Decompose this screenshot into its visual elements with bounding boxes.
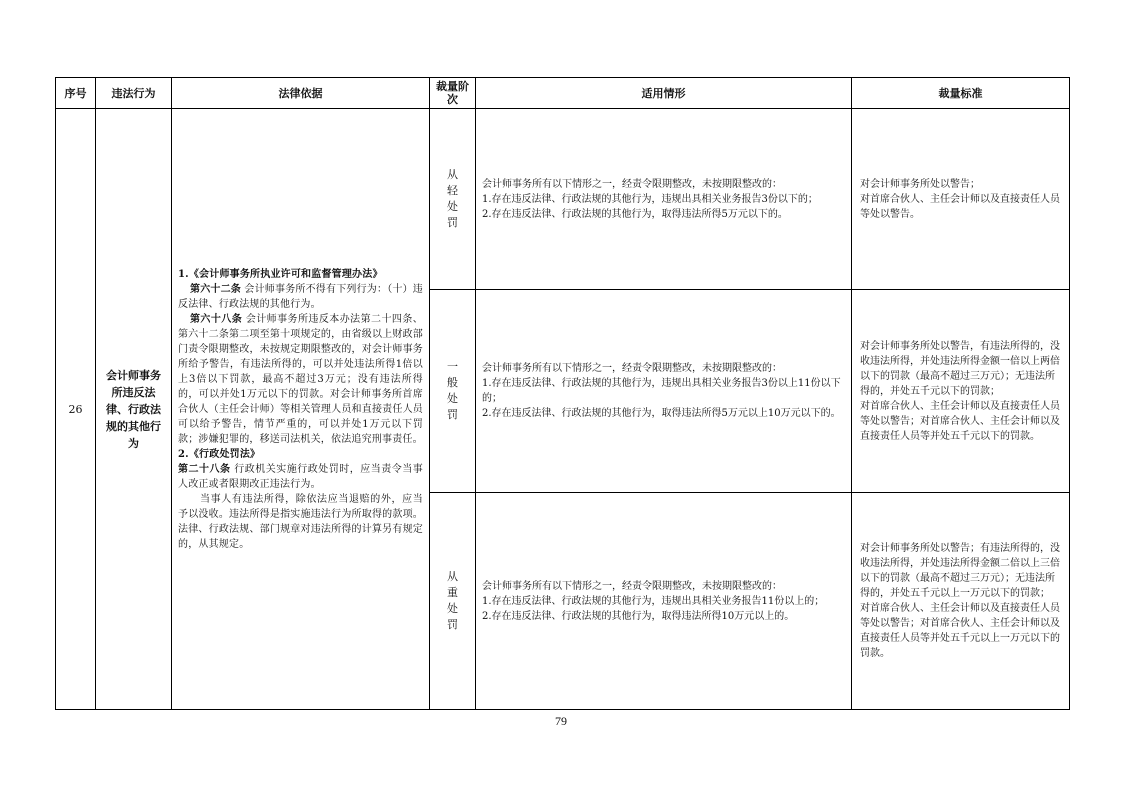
header-row — [56, 78, 1070, 109]
level-lenient: 从轻处罚 — [430, 109, 476, 290]
basis-art28: 第二十八条 — [178, 463, 231, 475]
basis-art28-para2: 当事人有违法所得，除依法应当退赔的外，应当予以没收。违法所得是指实施违法行为所取得的款项。法律、行政法规、部门规章对违法所得的计算另有规定的，从其规定。 — [178, 493, 423, 550]
standard-normal: 对会计师事务所处以警告，有违法所得的，没收违法所得，并处违法所得金额一倍以上两倍以下的罚款（最高不超过三万元）；无违法所得的，并处五千元以下的罚款； 对首席合伙人、主任会计师以及直接责任人员等处以警告；对首席合伙人、主任会计师以及直接责任人员等并处五千元以下的罚款。 — [852, 290, 1070, 493]
header-level: 裁量阶次 — [430, 78, 476, 109]
case-severe: 会计师事务所有以下情形之一，经责令限期整改，未按期限整改的： 1.存在违反法律、行政法规的其他行为，违规出具相关业务报告11份以上的； 2.存在违反法律、行政法规的其他行为，取得违法所得10万元以上的。 — [476, 493, 852, 710]
legal-basis — [172, 109, 430, 710]
discretion-table — [55, 77, 1070, 710]
header-basis: 法律依据 — [172, 78, 430, 109]
row-seq: 26 — [56, 109, 96, 710]
basis-art68: 第六十八条 — [190, 313, 243, 325]
header-seq: 序号 — [56, 78, 96, 109]
page-number: 79 — [555, 714, 567, 728]
header-standard: 裁量标准 — [852, 78, 1070, 109]
table-row — [56, 109, 1070, 290]
basis-law2-title: 2.《行政处罚法》 — [178, 448, 261, 460]
case-normal: 会计师事务所有以下情形之一，经责令限期整改，未按期限整改的： 1.存在违反法律、行政法规的其他行为，违规出具相关业务报告3份以上11份以下的； 2.存在违反法律、行政法规的其他行为，取得违法所得5万元以上10万元以下的。 — [476, 290, 852, 493]
level-normal: 一般处罚 — [430, 290, 476, 493]
violation-act: 会计师事务所违反法律、行政法规的其他行为 — [96, 109, 172, 710]
basis-art68-text: 会计师事务所违反本办法第二十四条、第六十二条第二项至第十项规定的，由省级以上财政部门责令限期整改，未按规定期限整改的，对会计师事务所给予警告，有违法所得的，可以并处违法所得1倍以上3倍以下罚款，最高不超过3万元；没有违法所得的，可以并处1万元以下的罚款。对会计师事务所首席合伙人（主任会计师）等相关管理人员和直接责任人员可以给予警告，情节严重的，可以并处1万元以下罚款；涉嫌犯罪的，移送司法机关，依法追究刑事责任。 — [178, 313, 423, 445]
header-act: 违法行为 — [96, 78, 172, 109]
basis-art62-text: 会计师事务所不得有下列行为：（十）违反法律、行政法规的其他行为。 — [178, 283, 423, 310]
level-severe: 从重处罚 — [430, 493, 476, 710]
basis-law1-title: 1.《会计师事务所执业许可和监督管理办法》 — [178, 268, 383, 280]
case-lenient: 会计师事务所有以下情形之一，经责令限期整改，未按期限整改的： 1.存在违反法律、行政法规的其他行为，违规出具相关业务报告3份以下的； 2.存在违反法律、行政法规的其他行为，取得违法所得5万元以下的。 — [476, 109, 852, 290]
basis-art62: 第六十二条 — [190, 283, 241, 295]
standard-severe: 对会计师事务所处以警告；有违法所得的，没收违法所得，并处违法所得金额二倍以上三倍以下的罚款（最高不超过三万元）；无违法所得的，并处五千元以上一万元以下的罚款； 对首席合伙人、主任会计师以及直接责任人员等处以警告；对首席合伙人、主任会计师以及直接责任人员等并处五千元以上一万元以下的罚款。 — [852, 493, 1070, 710]
basis-art28-text: 行政机关实施行政处罚时，应当责令当事人改正或者限期改正违法行为。 — [178, 463, 423, 490]
header-case: 适用情形 — [476, 78, 852, 109]
standard-lenient: 对会计师事务所处以警告； 对首席合伙人、主任会计师以及直接责任人员等处以警告。 — [852, 109, 1070, 290]
